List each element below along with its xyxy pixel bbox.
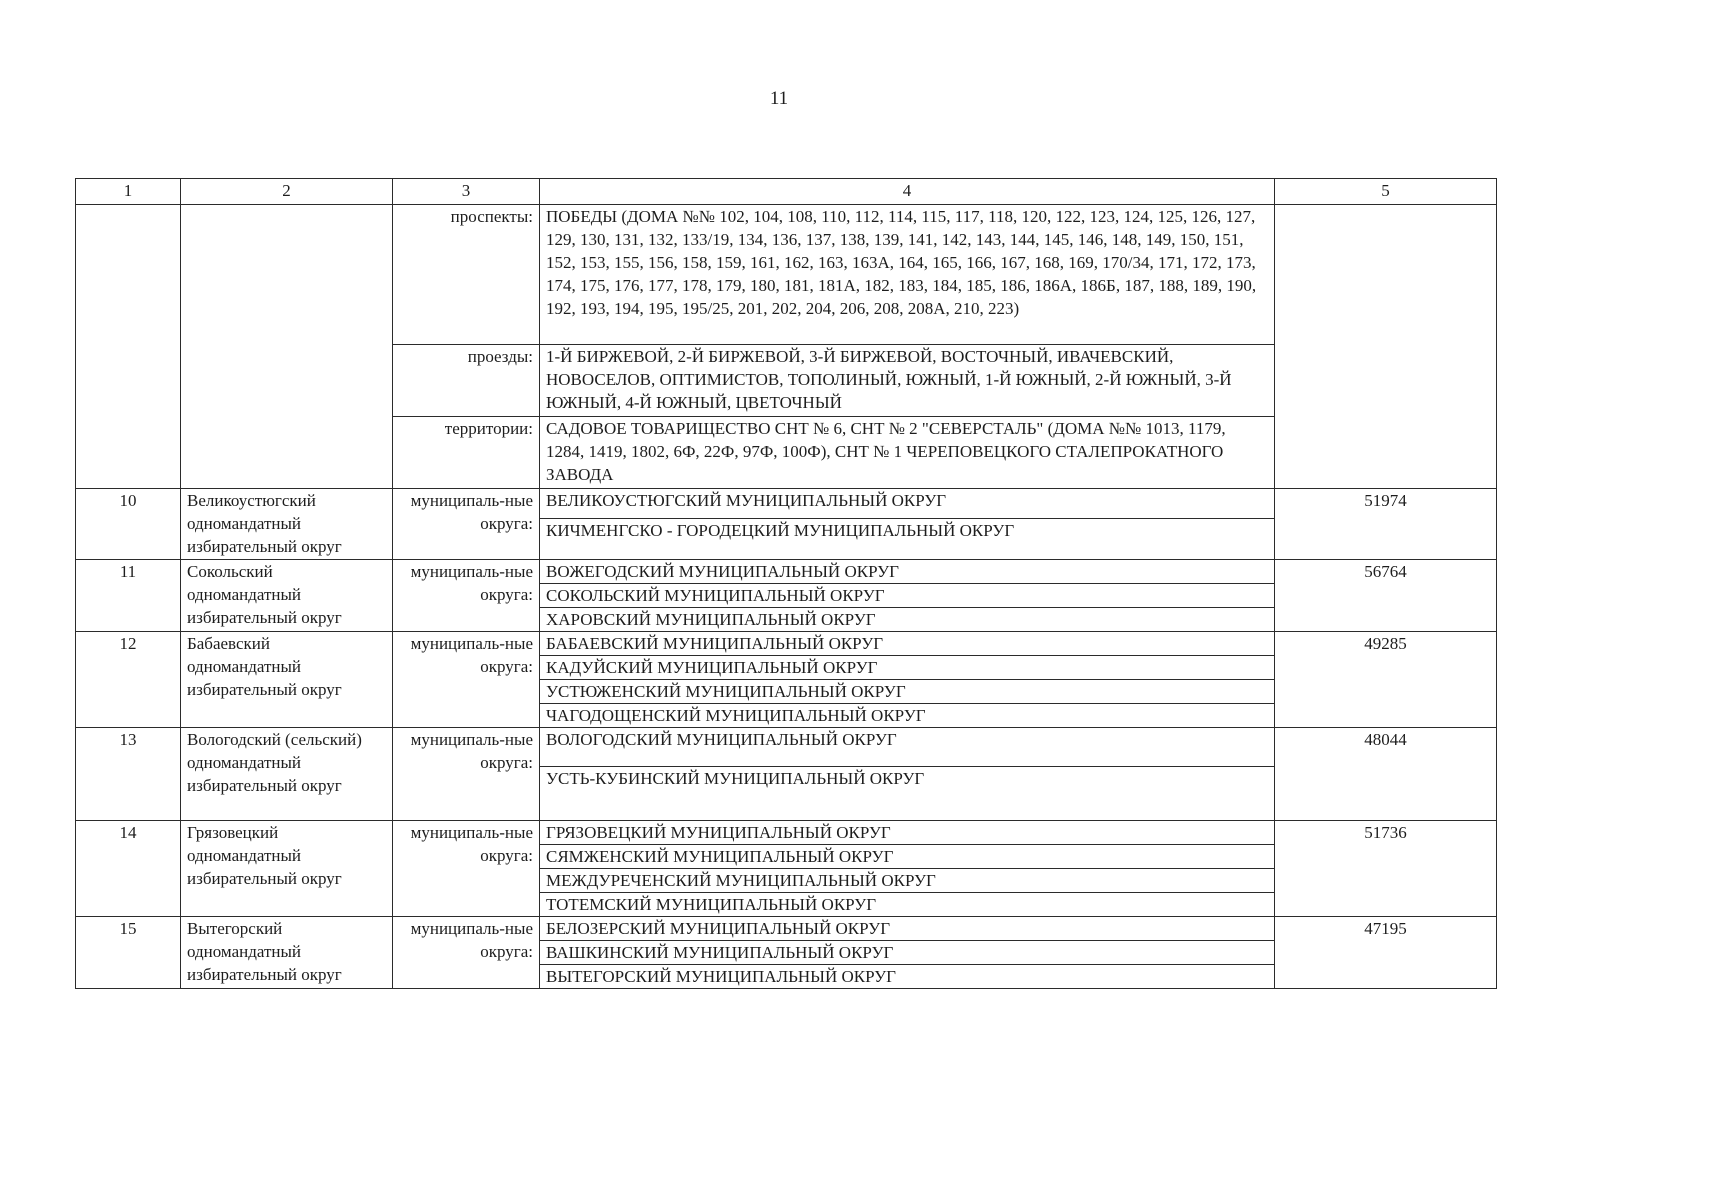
column-header: 3 [393, 179, 540, 205]
district-type-label: муниципаль-ные округа: [393, 917, 540, 989]
municipal-district: МЕЖДУРЕЧЕНСКИЙ МУНИЦИПАЛЬНЫЙ ОКРУГ [540, 869, 1275, 893]
voters-count: 47195 [1275, 917, 1497, 989]
municipal-district: УСТЬ-КУБИНСКИЙ МУНИЦИПАЛЬНЫЙ ОКРУГ [540, 767, 1275, 821]
table-row [76, 917, 1497, 941]
municipal-district: ЧАГОДОЩЕНСКИЙ МУНИЦИПАЛЬНЫЙ ОКРУГ [540, 704, 1275, 728]
table-row [76, 489, 1497, 519]
voters-count-cell [1275, 205, 1497, 489]
column-header: 4 [540, 179, 1275, 205]
district-name: Великоустюгский одномандатный избирательный округ [181, 489, 393, 560]
district-name: Бабаевский одномандатный избирательный округ [181, 632, 393, 728]
municipal-district: УСТЮЖЕНСКИЙ МУНИЦИПАЛЬНЫЙ ОКРУГ [540, 680, 1275, 704]
municipal-district: БЕЛОЗЕРСКИЙ МУНИЦИПАЛЬНЫЙ ОКРУГ [540, 917, 1275, 941]
district-number-cell [76, 205, 181, 489]
voters-count: 48044 [1275, 728, 1497, 821]
voters-count: 51736 [1275, 821, 1497, 917]
municipal-district: ГРЯЗОВЕЦКИЙ МУНИЦИПАЛЬНЫЙ ОКРУГ [540, 821, 1275, 845]
municipal-district: СЯМЖЕНСКИЙ МУНИЦИПАЛЬНЫЙ ОКРУГ [540, 845, 1275, 869]
street-list: 1-Й БИРЖЕВОЙ, 2-Й БИРЖЕВОЙ, 3-Й БИРЖЕВОЙ, ВОСТОЧНЫЙ, ИВАЧЕВСКИЙ, НОВОСЕЛОВ, ОПТИМИСТОВ, ТОПОЛИНЫЙ, ЮЖНЫЙ, 1-Й ЮЖНЫЙ, 2-Й ЮЖНЫЙ, 3-Й ЮЖНЫЙ, 4-Й ЮЖНЫЙ, ЦВЕТОЧНЫЙ [540, 345, 1275, 417]
voters-count: 56764 [1275, 560, 1497, 632]
district-number: 13 [76, 728, 181, 821]
header-row [76, 179, 1497, 205]
district-type-label: муниципаль-ные округа: [393, 821, 540, 917]
district-type-label: муниципаль-ные округа: [393, 632, 540, 728]
municipal-district: КИЧМЕНГСКО - ГОРОДЕЦКИЙ МУНИЦИПАЛЬНЫЙ ОКРУГ [540, 519, 1275, 560]
street-type-label: проезды: [393, 345, 540, 417]
municipal-district: ХАРОВСКИЙ МУНИЦИПАЛЬНЫЙ ОКРУГ [540, 608, 1275, 632]
district-type-label: муниципаль-ные округа: [393, 489, 540, 560]
column-header: 5 [1275, 179, 1497, 205]
district-number: 10 [76, 489, 181, 560]
municipal-district: ВАШКИНСКИЙ МУНИЦИПАЛЬНЫЙ ОКРУГ [540, 941, 1275, 965]
district-type-label: муниципаль-ные округа: [393, 560, 540, 632]
district-name: Вытегорский одномандатный избирательный округ [181, 917, 393, 989]
districts-table [75, 178, 1497, 989]
table-row [76, 821, 1497, 845]
district-number: 14 [76, 821, 181, 917]
page-number: 11 [769, 88, 789, 109]
district-name: Грязовецкий одномандатный избирательный округ [181, 821, 393, 917]
table-row [76, 632, 1497, 656]
table-row [76, 728, 1497, 767]
street-type-label: территории: [393, 417, 540, 489]
district-number: 11 [76, 560, 181, 632]
voters-count: 49285 [1275, 632, 1497, 728]
municipal-district: ТОТЕМСКИЙ МУНИЦИПАЛЬНЫЙ ОКРУГ [540, 893, 1275, 917]
voters-count: 51974 [1275, 489, 1497, 560]
district-number: 12 [76, 632, 181, 728]
street-list: ПОБЕДЫ (ДОМА №№ 102, 104, 108, 110, 112, 114, 115, 117, 118, 120, 122, 123, 124, 125, 126, 127, 129, 130, 131, 132, 133/19, 134, 136, 137, 138, 139, 141, 142, 143, 144, 145, 146, 148, 149, 150, 151, 152, 153, 155, 156, 158, 159, 161, 162, 163, 163А, 164, 165, 166, 167, 168, 169, 170/34, 171, 172, 173, 174, 175, 176, 177, 178, 179, 180, 181, 181А, 182, 183, 184, 185, 186, 186А, 186Б, 187, 188, 189, 190, 192, 193, 194, 195, 195/25, 201, 202, 204, 206, 208, 208А, 210, 223) [540, 205, 1275, 345]
district-number: 15 [76, 917, 181, 989]
street-type-label: проспекты: [393, 205, 540, 345]
district-type-label: муниципаль-ные округа: [393, 728, 540, 821]
column-header: 2 [181, 179, 393, 205]
district-name: Сокольский одномандатный избирательный округ [181, 560, 393, 632]
municipal-district: ВЫТЕГОРСКИЙ МУНИЦИПАЛЬНЫЙ ОКРУГ [540, 965, 1275, 989]
district-name: Вологодский (сельский) одномандатный избирательный округ [181, 728, 393, 821]
table-row [76, 560, 1497, 584]
district-name-cell [181, 205, 393, 489]
street-list: САДОВОЕ ТОВАРИЩЕСТВО СНТ № 6, СНТ № 2 "СЕВЕРСТАЛЬ" (ДОМА №№ 1013, 1179, 1284, 1419, 1802, 6Ф, 22Ф, 97Ф, 100Ф), СНТ № 1 ЧЕРЕПОВЕЦКОГО СТАЛЕПРОКАТНОГО ЗАВОДА [540, 417, 1275, 489]
municipal-district: ВОЖЕГОДСКИЙ МУНИЦИПАЛЬНЫЙ ОКРУГ [540, 560, 1275, 584]
column-header: 1 [76, 179, 181, 205]
municipal-district: СОКОЛЬСКИЙ МУНИЦИПАЛЬНЫЙ ОКРУГ [540, 584, 1275, 608]
municipal-district: КАДУЙСКИЙ МУНИЦИПАЛЬНЫЙ ОКРУГ [540, 656, 1275, 680]
municipal-district: БАБАЕВСКИЙ МУНИЦИПАЛЬНЫЙ ОКРУГ [540, 632, 1275, 656]
municipal-district: ВОЛОГОДСКИЙ МУНИЦИПАЛЬНЫЙ ОКРУГ [540, 728, 1275, 767]
table-row [76, 205, 1497, 345]
municipal-district: ВЕЛИКОУСТЮГСКИЙ МУНИЦИПАЛЬНЫЙ ОКРУГ [540, 489, 1275, 519]
